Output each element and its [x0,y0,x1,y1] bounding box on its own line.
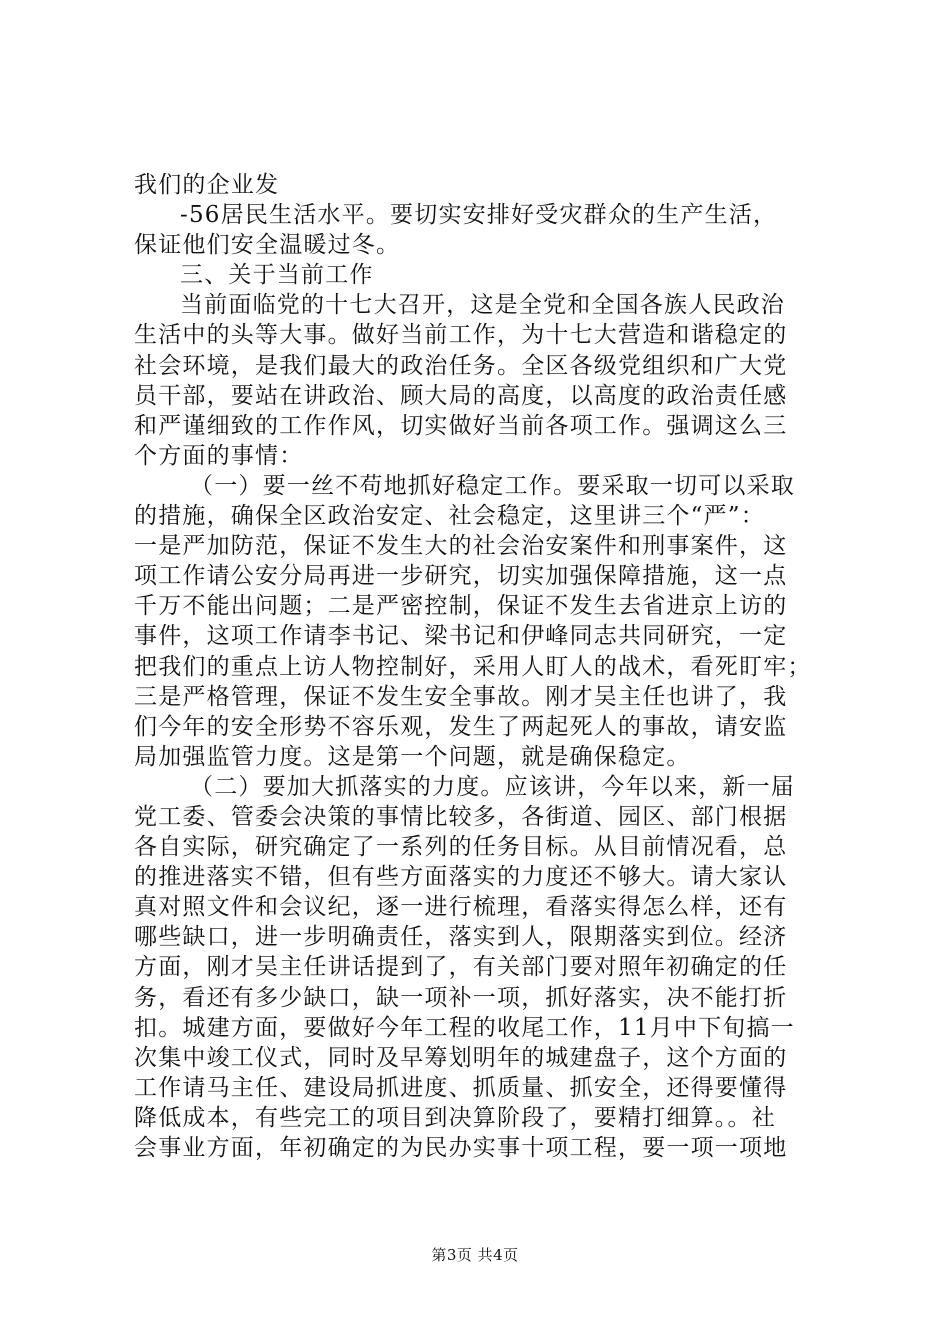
text-line: 社会环境，是我们最大的政治任务。全区各级党组织和广大党 [134,352,788,379]
text-line: 方面，刚才吴主任讲话提到了，有关部门要对照年初确定的任 [134,954,788,981]
text-line: 扣。城建方面，要做好今年工程的收尾工作，11月中下旬搞一 [134,1014,795,1041]
text-line: 们今年的安全形势不容乐观，发生了两起死人的事故，请安监 [134,713,788,740]
text-line: 员干部，要站在讲政治、顾大局的高度，以高度的政治责任感 [134,382,788,409]
text-line: 当前面临党的十七大召开，这是全党和全国各族人民政治 [180,292,785,319]
text-line: 哪些缺口，进一步明确责任，落实到人，限期落实到位。经济 [134,924,788,951]
text-line: -56居民生活水平。要切实安排好受灾群众的生产生活， [180,202,778,229]
text-line: 三是严格管理，保证不发生安全事故。刚才吴主任也讲了，我 [134,683,788,710]
text-line: 把我们的重点上访人物控制好，采用人盯人的战术，看死盯牢； [134,653,812,680]
text-line: 各自实际，研究确定了一系列的任务目标。从目前情况看，总 [134,834,788,861]
text-line: 保证他们安全温暖过冬。 [134,232,401,259]
section-heading: 三、关于当前工作 [180,262,374,289]
text-line: 的措施，确保全区政治安定、社会稳定，这里讲三个“严”： [134,503,765,530]
text-line: 次集中竣工仪式，同时及早筹划明年的城建盘子，这个方面的 [134,1044,788,1071]
text-line: （二）要加大抓落实的力度。应该讲，今年以来，新一届 [190,773,795,800]
text-line: 生活中的头等大事。做好当前工作，为十七大营造和谐稳定的 [134,322,788,349]
text-line: 工作请马主任、建设局抓进度、抓质量、抓安全，还得要懂得 [134,1074,788,1101]
text-line: 的推进落实不错，但有些方面落实的力度还不够大。请大家认 [134,864,788,891]
text-line: 事件，这项工作请李书记、梁书记和伊峰同志共同研究，一定 [134,623,788,650]
text-line: 千万不能出问题；二是严密控制，保证不发生去省进京上访的 [134,593,788,620]
text-line: 我们的企业发 [134,172,280,198]
text-line: 个方面的事情： [134,442,304,469]
document-body [134,170,834,1163]
text-line: 降低成本，有些完工的项目到决算阶段了，要精打细算。。社 [134,1104,776,1131]
text-line: 和严谨细致的工作作风，切实做好当前各项工作。强调这么三 [134,412,788,439]
text-line: 真对照文件和会议纪，逐一进行梳理，看落实得怎么样，还有 [134,894,788,921]
text-line: 项工作请公安分局再进一步研究，切实加强保障措施，这一点 [134,563,788,590]
text-line: 会事业方面，年初确定的为民办实事十项工程，要一项一项地 [134,1135,788,1161]
text-line: 党工委、管委会决策的事情比较多，各街道、园区、部门根据 [134,803,788,830]
page-number-footer: 第3页 共4页 [431,1246,519,1264]
text-line: 一是严加防范，保证不发生大的社会治安案件和刑事案件，这 [134,533,788,560]
text-line: 局加强监管力度。这是第一个问题，就是确保稳定。 [134,743,691,770]
text-line: （一）要一丝不苟地抓好稳定工作。要采取一切可以采取 [190,472,795,499]
text-line: 务，看还有多少缺口，缺一项补一项，抓好落实，决不能打折 [134,984,788,1011]
